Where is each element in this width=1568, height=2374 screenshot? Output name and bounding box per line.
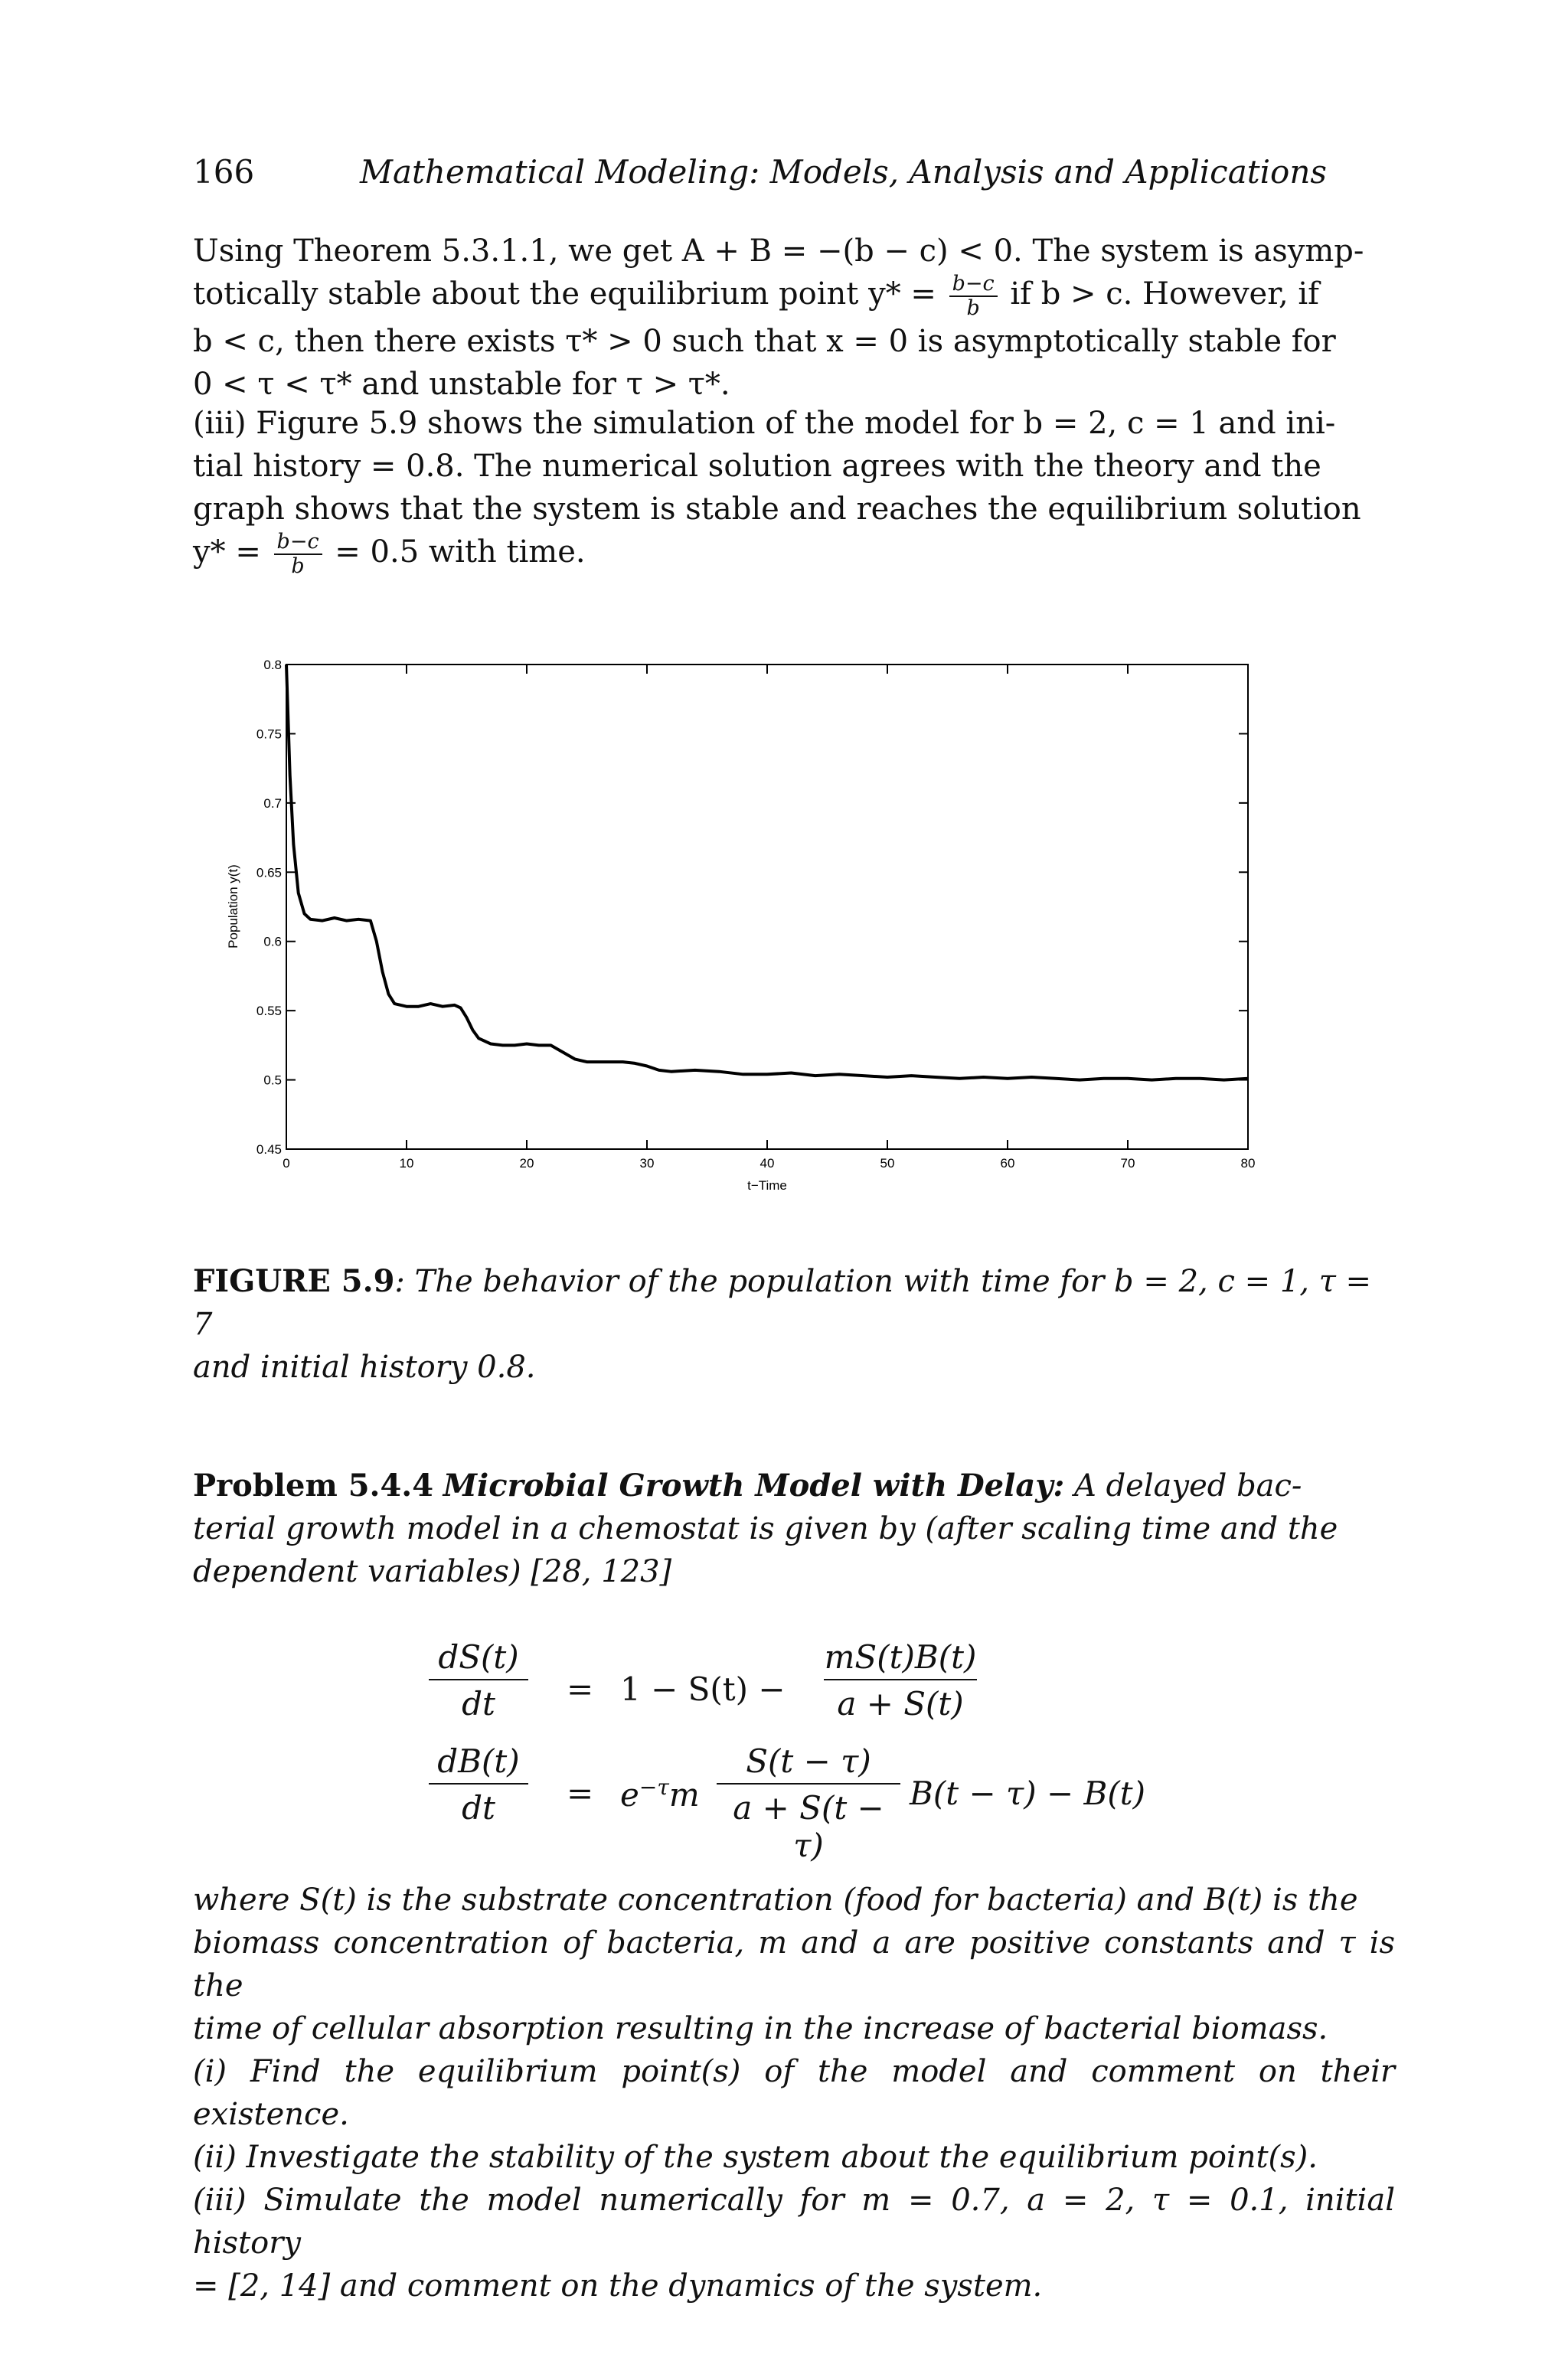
exp-base: e xyxy=(620,1776,639,1814)
problem-description xyxy=(193,1879,1395,2307)
caption-line xyxy=(193,1260,1395,1346)
y-tick-label: 0.65 xyxy=(256,865,282,880)
page-number: 166 xyxy=(193,153,255,191)
x-tick-label: 40 xyxy=(760,1156,775,1171)
problem-line xyxy=(193,1465,1395,1507)
x-tick-label: 80 xyxy=(1240,1156,1256,1171)
text-line: biomass concentration of bacteria, m and a are positive constants and τ is the xyxy=(193,1925,1395,2003)
text-line: tial history = 0.8. The numerical solution agrees with the theory and the xyxy=(193,449,1321,484)
caption-text: : The behavior of the population with time for b = 2, c = 1, τ = 7 xyxy=(193,1264,1372,1342)
y-tick-label: 0.6 xyxy=(263,934,282,949)
lhs-numerator: dS(t) xyxy=(429,1638,528,1680)
caption-line: and initial history 0.8. xyxy=(193,1350,536,1385)
fraction-numerator: b−c xyxy=(274,531,322,555)
population-line xyxy=(286,665,1248,1080)
plot-frame xyxy=(286,665,1248,1149)
y-tick-label: 0.8 xyxy=(263,658,282,672)
fraction xyxy=(274,531,322,578)
population-chart xyxy=(214,651,1271,1202)
problem-title: Problem 5.4.4 xyxy=(193,1468,434,1504)
text-line: graph shows that the system is stable and reaches the equilibrium solution xyxy=(193,491,1361,527)
fraction xyxy=(949,273,998,320)
text-line xyxy=(193,273,1395,320)
y-tick-label: 0.45 xyxy=(256,1142,282,1157)
question-1: (i) Find the equilibrium point(s) of the model and comment on their existence. xyxy=(193,2054,1395,2132)
rhs-denominator: a + S(t − τ) xyxy=(733,1789,884,1864)
x-axis-label: t−Time xyxy=(747,1178,787,1193)
lhs-denominator: dt xyxy=(462,1685,495,1723)
text-line: b < c, then there exists τ* > 0 such that x = 0 is asymptotically stable for xyxy=(193,324,1336,359)
y-tick-label: 0.5 xyxy=(263,1073,282,1088)
equals-sign: = xyxy=(567,1670,594,1708)
lhs-numerator: dB(t) xyxy=(429,1742,528,1785)
question-3: (iii) Simulate the model numerically for m = 0.7, a = 2, τ = 0.1, initial history xyxy=(193,2183,1395,2261)
running-title: Mathematical Modeling: Models, Analysis and Applications xyxy=(360,153,1327,191)
equation-biomass xyxy=(429,1742,1194,1864)
figure-label: FIGURE 5.9 xyxy=(193,1263,395,1299)
paragraph-stability xyxy=(193,230,1395,406)
y-tick-label: 0.7 xyxy=(263,795,282,811)
rhs-fraction xyxy=(717,1742,900,1864)
lhs-denominator: dt xyxy=(462,1789,495,1827)
x-tick-label: 0 xyxy=(283,1156,290,1171)
rhs-fraction xyxy=(824,1638,977,1723)
problem-line: terial growth model in a chemostat is given by (after scaling time and the xyxy=(193,1511,1338,1546)
rhs-numerator: mS(t)B(t) xyxy=(824,1638,977,1680)
text-line: where S(t) is the substrate concentration (food for bacteria) and B(t) is the xyxy=(193,1883,1358,1918)
x-tick-label: 10 xyxy=(399,1156,414,1171)
text-fragment: = 0.5 with time. xyxy=(335,534,586,570)
x-tick-label: 60 xyxy=(1000,1156,1015,1171)
x-tick-label: 50 xyxy=(880,1156,895,1171)
y-tick-label: 0.55 xyxy=(256,1004,282,1019)
x-tick-label: 20 xyxy=(519,1156,534,1171)
fraction-numerator: b−c xyxy=(949,273,998,297)
equation-system xyxy=(429,1638,1194,1864)
fraction-denominator: b xyxy=(291,554,305,578)
fraction-denominator: b xyxy=(966,296,980,320)
text-fragment: totically stable about the equilibrium point y* = xyxy=(193,276,936,312)
y-axis-ticks xyxy=(256,658,1248,1157)
question-2: (ii) Investigate the stability of the system about the equilibrium point(s). xyxy=(193,2140,1318,2175)
chart-svg xyxy=(214,651,1271,1202)
text-fragment: y* = xyxy=(193,534,261,570)
rhs-prefix xyxy=(620,1775,700,1814)
problem-intro: A delayed bac- xyxy=(1064,1468,1302,1504)
x-tick-label: 30 xyxy=(639,1156,655,1171)
text-line: 0 < τ < τ* and unstable for τ > τ*. xyxy=(193,367,730,402)
rhs-denominator: a + S(t) xyxy=(837,1685,964,1723)
text-line: Using Theorem 5.3.1.1, we get A + B = −(b − c) < 0. The system is asymp- xyxy=(193,233,1364,269)
text-line xyxy=(193,531,1395,578)
exp-power: −τ xyxy=(639,1775,669,1800)
x-tick-label: 70 xyxy=(1120,1156,1135,1171)
problem-heading xyxy=(193,1465,1395,1593)
equation-lhs xyxy=(429,1638,528,1723)
text-fragment: if b > c. However, if xyxy=(1010,276,1319,312)
rhs-suffix: B(t − τ) − B(t) xyxy=(910,1775,1146,1812)
problem-subtitle: Microbial Growth Model with Delay: xyxy=(443,1468,1065,1504)
paragraph-simulation xyxy=(193,402,1395,578)
rhs-prefix: 1 − S(t) − xyxy=(620,1670,786,1708)
figure-caption xyxy=(193,1260,1395,1389)
y-axis-label: Population y(t) xyxy=(226,864,240,949)
problem-line: dependent variables) [28, 123] xyxy=(193,1554,672,1589)
text-line: time of cellular absorption resulting in the increase of bacterial biomass. xyxy=(193,2011,1328,2046)
rhs-numerator: S(t − τ) xyxy=(717,1742,900,1785)
x-axis-ticks xyxy=(283,665,1255,1171)
question-3-cont: = [2, 14] and comment on the dynamics of the system. xyxy=(193,2268,1043,2304)
equals-sign: = xyxy=(567,1775,594,1812)
text-line: (iii) Figure 5.9 shows the simulation of the model for b = 2, c = 1 and ini- xyxy=(193,406,1336,441)
rhs-m: m xyxy=(668,1776,700,1814)
y-tick-label: 0.75 xyxy=(256,727,282,742)
equation-substrate xyxy=(429,1638,1194,1738)
page-header xyxy=(193,153,1400,199)
equation-lhs xyxy=(429,1742,528,1827)
